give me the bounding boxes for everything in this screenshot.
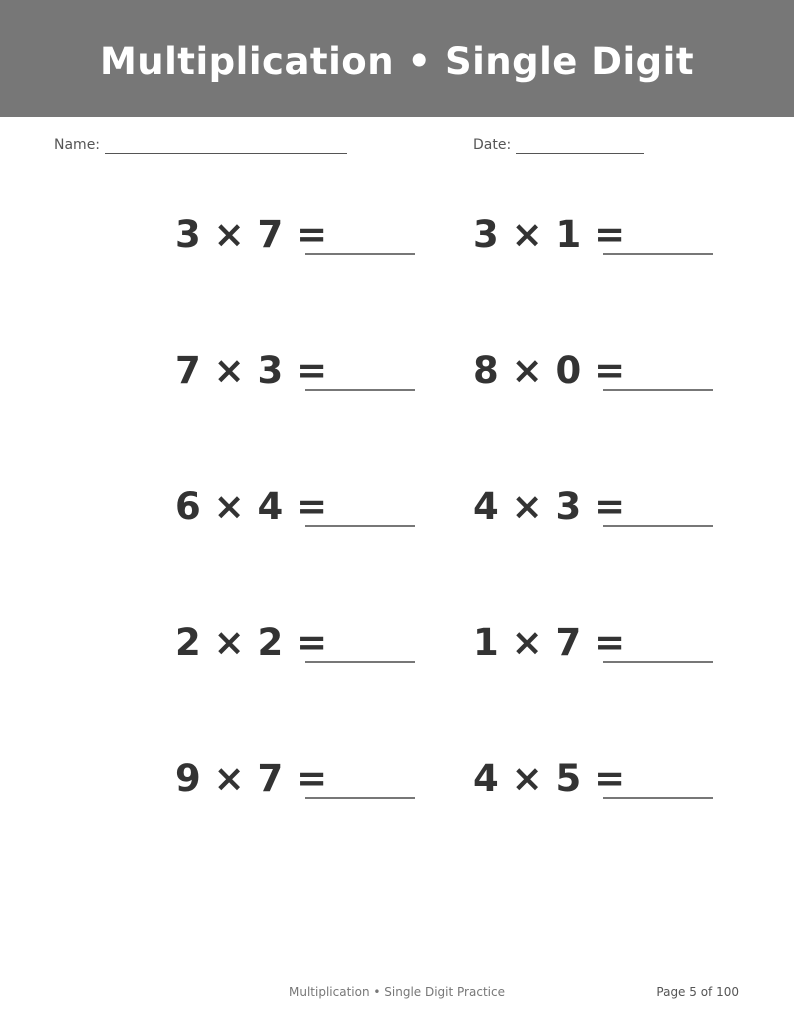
answer-blank-line: [603, 389, 713, 391]
answer-blank-line: [603, 525, 713, 527]
answer-blank-line: [603, 797, 713, 799]
answer-blank-line: [305, 661, 415, 663]
problem-equation: 9 × 7 =: [175, 757, 328, 800]
problem-equation: 3 × 7 =: [175, 213, 328, 256]
name-blank-line: [105, 138, 347, 154]
footer-caption: Multiplication • Single Digit Practice: [289, 985, 505, 999]
date-blank-line: [516, 138, 644, 154]
header-bar: [0, 0, 794, 117]
problem-1: [175, 213, 435, 273]
name-label: Name:: [54, 137, 101, 153]
date-field: [473, 136, 644, 154]
problem-3: [175, 349, 435, 409]
problem-equation: 7 × 3 =: [175, 349, 328, 392]
problem-equation: 2 × 2 =: [175, 621, 328, 664]
problem-9: [175, 757, 435, 817]
answer-blank-line: [603, 661, 713, 663]
problem-7: [175, 621, 435, 681]
answer-blank-line: [603, 253, 713, 255]
problem-4: [473, 349, 733, 409]
problem-equation: 1 × 7 =: [473, 621, 626, 664]
problem-2: [473, 213, 733, 273]
answer-blank-line: [305, 389, 415, 391]
problem-8: [473, 621, 733, 681]
problem-5: [175, 485, 435, 545]
name-field: [54, 136, 347, 154]
page-number: Page 5 of 100: [656, 985, 739, 999]
problem-equation: 6 × 4 =: [175, 485, 328, 528]
page-title: Multiplication • Single Digit: [99, 40, 695, 83]
problem-equation: 3 × 1 =: [473, 213, 626, 256]
problem-6: [473, 485, 733, 545]
problem-equation: 4 × 5 =: [473, 757, 626, 800]
date-label: Date:: [473, 137, 512, 153]
answer-blank-line: [305, 525, 415, 527]
answer-blank-line: [305, 253, 415, 255]
problem-equation: 4 × 3 =: [473, 485, 626, 528]
problem-equation: 8 × 0 =: [473, 349, 626, 392]
problem-10: [473, 757, 733, 817]
answer-blank-line: [305, 797, 415, 799]
